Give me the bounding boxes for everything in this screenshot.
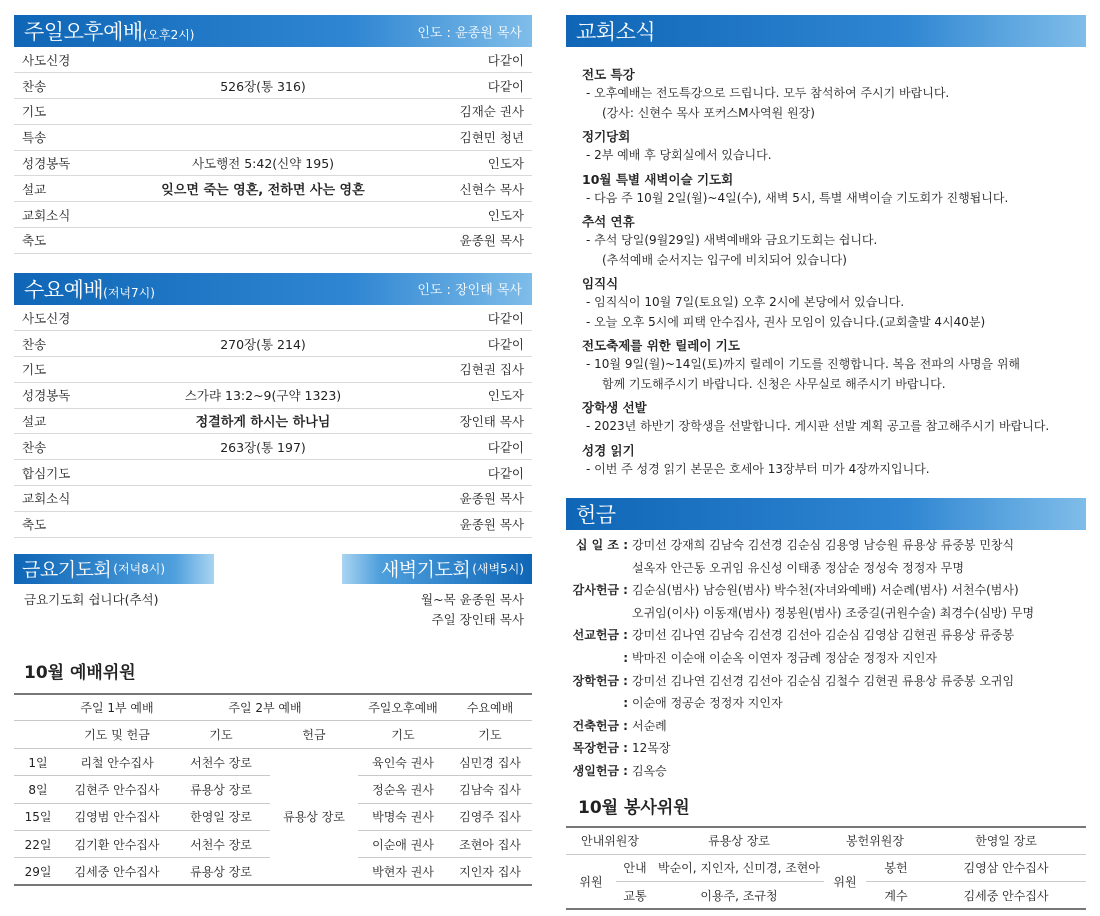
duty-wed-prayer: 심민경 집사: [448, 748, 532, 775]
duty-head-3: 주일오후예배: [358, 694, 448, 721]
news-item-line: (추석예배 순서지는 입구에 비치되어 있습니다): [602, 252, 847, 267]
offering-row: [570, 670, 1086, 693]
news-item-line: - 오후예배는 전도특강으로 드립니다. 모두 참석하여 주시기 바랍니다.: [586, 86, 950, 100]
offering-category: 생일헌금 :: [572, 763, 628, 778]
sunday-pm-title: 주일오후예배: [24, 20, 143, 44]
guide-member-label: 위원: [566, 854, 616, 909]
news-list: [566, 47, 1086, 479]
guide-head-label: 안내위원장: [566, 827, 654, 855]
news-item-line: - 추석 당일(9월29일) 새벽예배와 금요기도회는 쉽니다.: [586, 233, 878, 247]
wednesday-leader: 인도 : 장인태 목사: [417, 283, 522, 299]
order-row: [14, 228, 532, 254]
order-content: [104, 511, 422, 537]
offering-row: [570, 534, 1086, 557]
offering-names: 이순애 정공순 정정자 지인자: [632, 696, 783, 711]
order-item: 설교: [14, 176, 104, 202]
duty-subhead-1: 기도 및 헌금: [62, 721, 172, 748]
order-person: 다같이: [422, 434, 532, 460]
order-person: 인도자: [422, 202, 532, 228]
news-item: [582, 213, 1086, 270]
order-content: [104, 485, 422, 511]
order-content: [104, 202, 422, 228]
order-row: [14, 150, 532, 176]
offering-names: 김순심(범사) 남승원(범사) 박수천(자녀와예배) 서순례(범사) 서천수(범사): [632, 583, 1019, 598]
duty-row: [14, 748, 532, 775]
order-item: 축도: [14, 228, 104, 254]
news-header: [566, 15, 1086, 47]
offering-names: 서순례: [632, 718, 667, 733]
right-column: [566, 0, 1086, 910]
offering-list: [566, 534, 1086, 783]
order-item: 기도: [14, 356, 104, 382]
offering-category: 감사헌금 :: [572, 583, 628, 598]
wednesday-order-table: [14, 305, 532, 538]
order-person: 장인태 목사: [422, 408, 532, 434]
offering-names: 12목장: [632, 741, 671, 756]
order-person: 신현수 목사: [422, 176, 532, 202]
order-person: 인도자: [422, 382, 532, 408]
order-row: [14, 511, 532, 537]
offering-row: [570, 737, 1086, 760]
duty-pm-prayer: 박명숙 권사: [358, 803, 448, 830]
offer-head-label: 봉헌위원장: [824, 827, 926, 855]
offering-names: 오귀임(이사) 이동재(범사) 정봉원(범사) 조중길(귀원수술) 최경수(심방) 무명: [632, 605, 1035, 620]
offering-category: :: [623, 650, 628, 665]
news-item: [582, 337, 1086, 394]
order-row: [14, 331, 532, 357]
news-item-title: 추석 연휴: [582, 214, 635, 229]
guide-head-name: 류용상 장로: [654, 827, 824, 855]
news-item-title: 전도 특강: [582, 67, 635, 82]
order-content: [104, 356, 422, 382]
sunday-pm-time: (오후2시): [142, 28, 195, 42]
order-item: 기도: [14, 99, 104, 125]
duty-head-2: 주일 2부 예배: [172, 694, 358, 721]
offer-head-name: 한영일 장로: [926, 827, 1086, 855]
duty-wed-prayer: 조현아 집사: [448, 831, 532, 858]
news-item: [582, 275, 1086, 332]
offering-names: 강미선 김나연 김선경 김선아 김순심 김철수 김현권 류용상 류중봉 오귀임: [632, 673, 1015, 688]
duty-date: 29일: [14, 858, 62, 885]
order-row: [14, 305, 532, 331]
news-item: [582, 171, 1086, 209]
news-item-line: - 이번 주 성경 읽기 본문은 호세아 13장부터 미가 4장까지입니다.: [586, 461, 930, 476]
dawn-title: 새벽기도회: [380, 559, 471, 582]
order-content: 270장(통 214): [104, 331, 422, 357]
duty-prayer-1: 김현주 안수집사: [62, 776, 172, 803]
count-names: 김세중 안수집사: [926, 882, 1086, 910]
order-row: [14, 124, 532, 150]
friday-title: 금요기도회: [22, 559, 112, 582]
order-item: 특송: [14, 124, 104, 150]
offering-category: [570, 557, 632, 580]
order-person: 윤종원 목사: [422, 485, 532, 511]
sunday-pm-header: [14, 15, 532, 47]
dawn-header: [342, 554, 532, 584]
news-item-line: - 다음 주 10월 2일(월)~4일(수), 새벽 5시, 특별 새벽이슬 기도회가 진행됩니다.: [586, 190, 1009, 205]
order-content: [104, 124, 422, 150]
order-person: 윤종원 목사: [422, 511, 532, 537]
order-row: [14, 202, 532, 228]
offer-label: 봉헌: [866, 854, 926, 882]
offering-title: 헌금: [576, 503, 616, 527]
news-item-title: 10월 특별 새벽이슬 기도회: [582, 171, 734, 187]
offering-names: 김옥승: [632, 763, 667, 778]
order-person: 김현권 집사: [422, 356, 532, 382]
order-item: 성경봉독: [14, 382, 104, 408]
duty-prayer-2: 서천수 장로: [172, 748, 270, 775]
news-item-line: - 임직식이 10월 7일(토요일) 오후 2시에 본당에서 있습니다.: [586, 295, 905, 309]
offering-row: [570, 760, 1086, 783]
duty-date: 22일: [14, 831, 62, 858]
order-item: 설교: [14, 408, 104, 434]
duty-wed-prayer: 김남숙 집사: [448, 776, 532, 803]
friday-header: [14, 554, 214, 584]
duty-prayer-2: 류용상 장로: [172, 858, 270, 885]
order-content: 263장(통 197): [104, 434, 422, 460]
offering-names: 강미선 강재희 김남숙 김선경 김순심 김용영 남승원 류용상 류중봉 민창식: [632, 538, 1015, 552]
order-person: 김현민 청년: [422, 124, 532, 150]
order-person: 다같이: [422, 460, 532, 486]
order-item: 사도신경: [14, 305, 104, 331]
order-person: 윤종원 목사: [422, 228, 532, 254]
order-row: [14, 73, 532, 99]
friday-dawn-section: [14, 554, 532, 650]
order-row: [14, 485, 532, 511]
offering-names: 강미선 김나연 김남숙 김선경 김선아 김순심 김영삼 김현권 류용상 류중봉: [632, 628, 1015, 643]
news-item-title: 성경 읽기: [582, 442, 635, 458]
order-row: [14, 382, 532, 408]
order-person: 인도자: [422, 150, 532, 176]
order-item: 찬송: [14, 73, 104, 99]
news-item-title: 전도축제를 위한 릴레이 기도: [582, 338, 740, 353]
order-content: 사도행전 5:42(신약 195): [104, 150, 422, 176]
october-worship-title: 10월 예배위원: [24, 662, 136, 683]
news-item: [582, 399, 1086, 437]
order-person: 다같이: [422, 331, 532, 357]
volunteers-title: 10월 봉사위원: [578, 797, 690, 818]
order-row: [14, 460, 532, 486]
order-content: 잊으면 죽는 영혼, 전하면 사는 영혼: [104, 176, 422, 202]
dawn-time: (새벽5시): [472, 562, 524, 577]
duty-prayer-1: 김세중 안수집사: [62, 858, 172, 885]
left-column: [14, 0, 532, 886]
duty-wed-prayer: 김영주 집사: [448, 803, 532, 830]
news-item-line: - 오늘 오후 5시에 피택 안수집사, 권사 모임이 있습니다.(교회출발 4시40분): [586, 314, 986, 329]
news-item: [582, 128, 1086, 166]
offering-category: [570, 602, 632, 625]
order-person: 김재순 권사: [422, 99, 532, 125]
duty-prayer-1: 리철 안수집사: [62, 748, 172, 775]
news-item-line: - 10월 9일(월)~14일(토)까지 릴레이 기도를 진행합니다. 복음 전파의 사명을 위해: [586, 357, 1021, 371]
order-row: [14, 47, 532, 73]
order-content: [104, 228, 422, 254]
news-item-title: 임직식: [582, 276, 619, 291]
news-item: [582, 66, 1086, 123]
news-title: 교회소식: [576, 20, 656, 44]
duty-date: 8일: [14, 776, 62, 803]
news-item-line: - 2023년 하반기 장학생을 선발합니다. 게시판 선발 계획 공고를 참고해주시기 바랍니다.: [586, 419, 1050, 433]
duty-subhead-4: 기도: [358, 721, 448, 748]
order-row: [14, 99, 532, 125]
duty-prayer-2: 류용상 장로: [172, 776, 270, 803]
offering-header: [566, 498, 1086, 530]
traffic-label: 교통: [616, 882, 654, 910]
duty-pm-prayer: 정순옥 권사: [358, 776, 448, 803]
duty-offering: 류용상 장로: [270, 748, 358, 885]
friday-time: (저녁8시): [113, 562, 166, 577]
duty-wed-prayer: 지인자 집사: [448, 858, 532, 885]
news-item-line: (강사: 신현수 목사 포커스M사역원 원장): [602, 105, 815, 120]
news-item: [582, 442, 1086, 480]
traffic-names: 이용주, 조규청: [654, 882, 824, 910]
offering-names: 박마진 이순애 이순옥 이연자 정금례 정삼순 정정자 지인자: [632, 650, 937, 665]
order-content: [104, 460, 422, 486]
order-item: 축도: [14, 511, 104, 537]
news-item-title: 장학생 선발: [582, 400, 647, 415]
order-row: [14, 408, 532, 434]
duty-pm-prayer: 이순애 권사: [358, 831, 448, 858]
order-person: 다같이: [422, 305, 532, 331]
duty-head-1: 주일 1부 예배: [62, 694, 172, 721]
offering-category: 목장헌금 :: [572, 741, 628, 756]
october-worship-table: [14, 693, 532, 887]
count-label: 계수: [866, 882, 926, 910]
duty-pm-prayer: 박현자 권사: [358, 858, 448, 885]
duty-subhead-5: 기도: [448, 721, 532, 748]
offering-row: [570, 579, 1086, 602]
duty-date: 15일: [14, 803, 62, 830]
order-content: [104, 47, 422, 73]
wednesday-header: [14, 273, 532, 305]
guide-label: 안내: [616, 854, 654, 882]
news-item-line: 함께 기도해주시기 바랍니다. 신청은 사무실로 해주시기 바랍니다.: [602, 376, 946, 391]
order-row: [14, 434, 532, 460]
volunteers-table: [566, 826, 1086, 911]
offering-category: :: [623, 696, 628, 711]
duty-head-4: 수요예배: [448, 694, 532, 721]
duty-date: 1일: [14, 748, 62, 775]
order-item: 합심기도: [14, 460, 104, 486]
offering-category: 장학헌금 :: [572, 673, 628, 688]
offer-member-label: 위원: [824, 854, 866, 909]
offering-row: [570, 624, 1086, 647]
order-item: 찬송: [14, 331, 104, 357]
offering-category: 십 일 조 :: [575, 538, 628, 552]
order-content: 스가랴 13:2~9(구약 1323): [104, 382, 422, 408]
order-item: 교회소식: [14, 202, 104, 228]
order-item: 교회소식: [14, 485, 104, 511]
sunday-pm-leader: 인도 : 윤종원 목사: [417, 25, 522, 41]
duty-subhead-3: 헌금: [270, 721, 358, 748]
order-content: [104, 305, 422, 331]
offering-row: [570, 692, 1086, 715]
order-row: [14, 176, 532, 202]
order-person: 다같이: [422, 47, 532, 73]
duty-prayer-1: 김기환 안수집사: [62, 831, 172, 858]
dawn-schedule: [421, 590, 524, 630]
offering-category: 선교헌금 :: [572, 628, 628, 643]
wednesday-time: (저녁7시): [103, 285, 155, 300]
order-item: 사도신경: [14, 47, 104, 73]
duty-prayer-1: 김영범 안수집사: [62, 803, 172, 830]
offering-category: 건축헌금 :: [572, 718, 628, 733]
guide-names: 박순이, 지인자, 신미경, 조현아: [654, 854, 824, 882]
offering-row: [570, 715, 1086, 738]
duty-pm-prayer: 육인숙 권사: [358, 748, 448, 775]
duty-prayer-2: 서천수 장로: [172, 831, 270, 858]
duty-subhead-2: 기도: [172, 721, 270, 748]
sunday-pm-order-table: [14, 47, 532, 254]
offering-row: [570, 557, 1086, 580]
offer-names: 김영삼 안수집사: [926, 854, 1086, 882]
order-item: 찬송: [14, 434, 104, 460]
dawn-line-2: 주일 장인태 목사: [431, 611, 524, 627]
offering-row: [570, 602, 1086, 625]
offering-names: 설옥자 안근동 오귀임 유신성 이태종 정삼순 정성숙 정정자 무명: [632, 560, 964, 575]
order-item: 성경봉독: [14, 150, 104, 176]
wednesday-title: 수요예배: [24, 277, 104, 302]
order-person: 다같이: [422, 73, 532, 99]
order-content: 정결하게 하시는 하나님: [104, 408, 422, 434]
news-item-line: - 2부 예배 후 당회실에서 있습니다.: [586, 148, 772, 162]
news-item-title: 정기당회: [582, 129, 631, 144]
friday-note: 금요기도회 쉽니다(추석): [24, 591, 159, 607]
order-content: 526장(통 316): [104, 73, 422, 99]
order-content: [104, 99, 422, 125]
order-row: [14, 356, 532, 382]
duty-prayer-2: 한영일 장로: [172, 803, 270, 830]
dawn-line-1: 월~목 윤종원 목사: [421, 591, 524, 607]
offering-row: [570, 647, 1086, 670]
